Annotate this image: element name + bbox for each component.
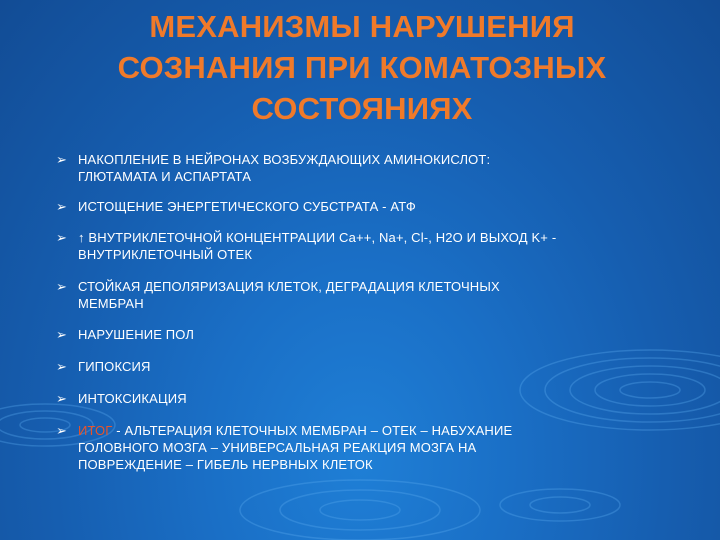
title-line: МЕХАНИЗМЫ НАРУШЕНИЯ [149,9,575,44]
arrow-bullet-icon: ➢ [56,391,68,406]
list-item [56,422,512,473]
bullet-text: ГИПОКСИЯ [78,359,151,374]
slide-title [40,6,684,129]
bullet-text: НАРУШЕНИЕ ПОЛ [78,327,195,342]
list-item [56,198,416,215]
list-item [56,278,500,312]
title-line: СОСТОЯНИЯХ [251,91,473,126]
bullet-text: ГЛЮТАМАТА И АСПАРТАТА [78,169,252,184]
list-item [56,358,151,375]
bullet-text: ↑ ВНУТРИКЛЕТОЧНОЙ КОНЦЕНТРАЦИИ Ca++, Na+, Cl-, H2O И ВЫХОД K+ - [78,230,557,245]
list-item [56,326,194,343]
arrow-bullet-icon: ➢ [56,152,68,167]
bullet-text: МЕМБРАН [78,296,144,311]
bullet-text: ИСТОЩЕНИЕ ЭНЕРГЕТИЧЕСКОГО СУБСТРАТА - АТФ [78,199,416,214]
title-line: СОЗНАНИЯ ПРИ КОМАТОЗНЫХ [117,50,607,85]
summary-label: ИТОГ [78,423,113,438]
bullet-text [78,422,512,439]
bullet-text: ГОЛОВНОГО МОЗГА – УНИВЕРСАЛЬНАЯ РЕАКЦИЯ МОЗГА НА [78,440,477,455]
arrow-bullet-icon: ➢ [56,230,68,245]
bullet-text: НАКОПЛЕНИЕ В НЕЙРОНАХ ВОЗБУЖДАЮЩИХ АМИНОКИСЛОТ: [78,152,491,167]
list-item [56,229,556,263]
arrow-bullet-icon: ➢ [56,359,68,374]
summary-text: - АЛЬТЕРАЦИЯ КЛЕТОЧНЫХ МЕМБРАН – ОТЕК – НАБУХАНИЕ [112,423,513,438]
arrow-bullet-icon: ➢ [56,279,68,294]
arrow-bullet-icon: ➢ [56,423,68,438]
bullet-text: ПОВРЕЖДЕНИЕ – ГИБЕЛЬ НЕРВНЫХ КЛЕТОК [78,457,373,472]
arrow-bullet-icon: ➢ [56,327,68,342]
list-item [56,390,187,407]
bullet-text: ВНУТРИКЛЕТОЧНЫЙ ОТЕК [78,247,253,262]
arrow-bullet-icon: ➢ [56,199,68,214]
bullet-text: ИНТОКСИКАЦИЯ [78,391,187,406]
bullet-text: СТОЙКАЯ ДЕПОЛЯРИЗАЦИЯ КЛЕТОК, ДЕГРАДАЦИЯ КЛЕТОЧНЫХ [78,279,500,294]
list-item [56,151,490,185]
